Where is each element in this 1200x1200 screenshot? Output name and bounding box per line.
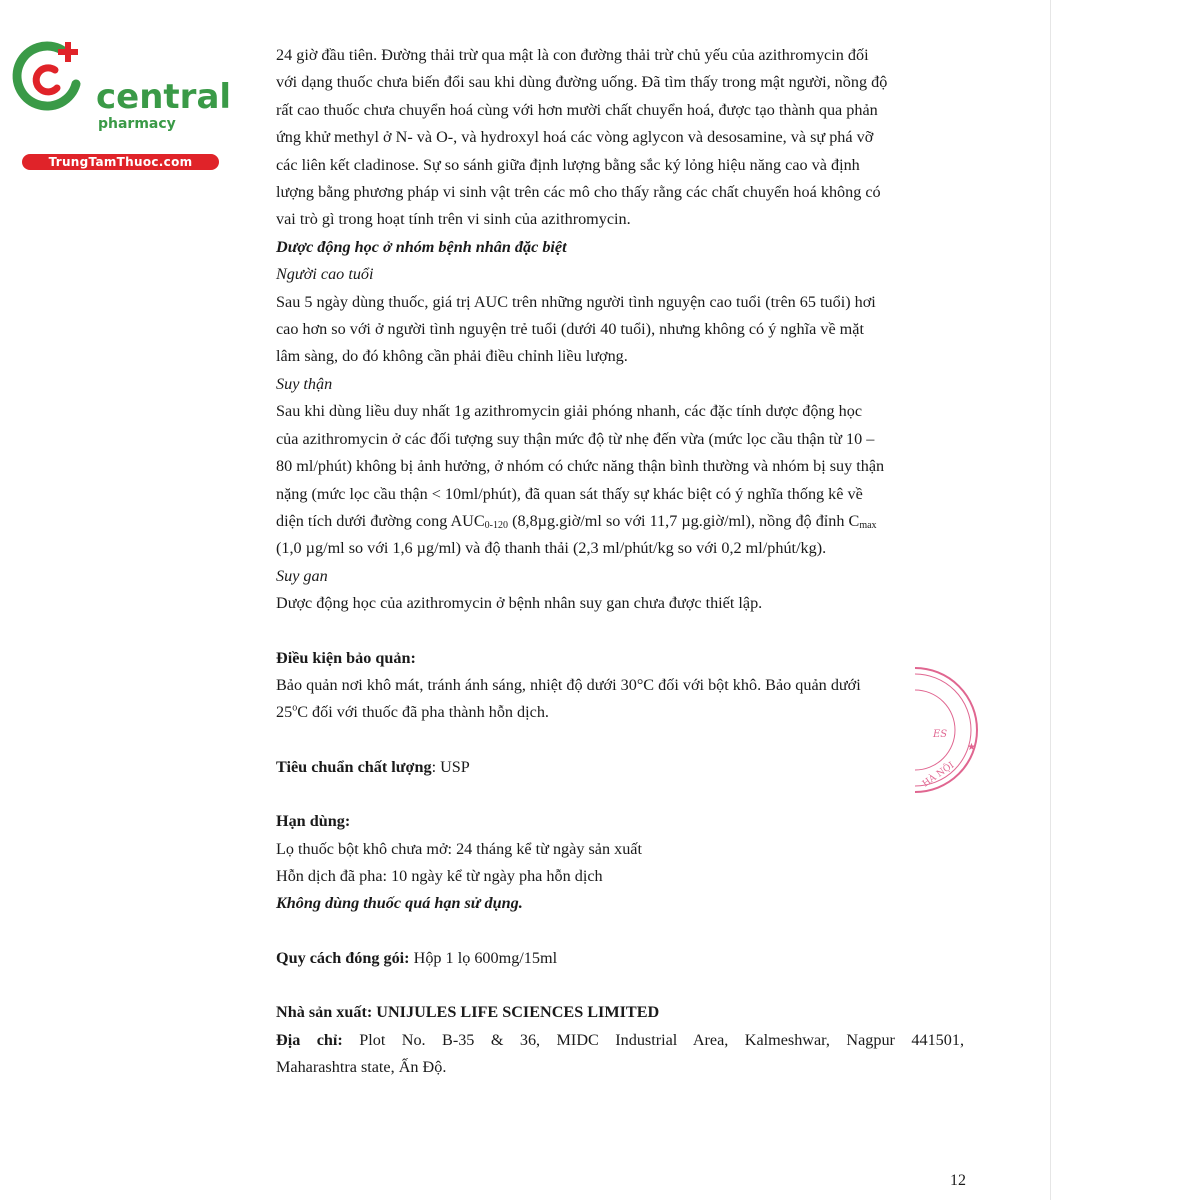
logo-brand-text: central (96, 77, 232, 117)
intro-line: lượng bằng phương pháp vi sinh vật trên các mô cho thấy rằng các chất chuyển hoá không có (276, 183, 881, 202)
manufacturer: Nhà sản xuất: UNIJULES LIFE SCIENCES LIMITED (276, 1003, 660, 1022)
elderly-line: cao hơn so với ở người tình nguyện trẻ tuổi (dưới 40 tuổi), nhưng không có ý nghĩa về mặt (276, 320, 864, 339)
intro-line: 24 giờ đầu tiên. Đường thải trừ qua mật là con đường thải trừ chủ yếu của azithromycin đối (276, 46, 869, 64)
address-line: Địa chỉ: Plot No. B-35 & 36, MIDC Industrial Area, Kalmeshwar, Nagpur 441501, (276, 1030, 964, 1049)
shelf-life-heading: Hạn dùng: (276, 812, 351, 831)
hepatic-text: Dược động học của azithromycin ở bệnh nhân suy gan chưa được thiết lập. (276, 594, 763, 613)
logo-mark-icon (10, 36, 90, 116)
hepatic-subheading: Suy gan (276, 566, 328, 585)
svg-text:ES: ES (933, 729, 948, 740)
storage-line: 25$^o$C đối với thuốc đã pha thành hỗn dịch. (276, 702, 549, 722)
storage-heading: Điều kiện bảo quản: (276, 648, 416, 667)
central-pharmacy-logo[interactable] (10, 36, 232, 169)
elderly-line: lâm sàng, do đó không cần phải điều chỉnh liều lượng. (276, 347, 628, 366)
logo-site-text: TrungTamThuoc.com (48, 155, 193, 169)
address-line: Maharashtra state, Ấn Độ. (276, 1058, 447, 1076)
logo-sub-text: pharmacy (98, 116, 176, 132)
renal-line: (1,0 µg/ml so với 1,6 µg/ml) và độ thanh thải (2,3 ml/phút/kg so với 0,2 ml/phút/kg). (276, 539, 827, 558)
elderly-subheading: Người cao tuổi (276, 265, 374, 284)
page-edge-line (1050, 0, 1051, 1200)
red-seal-stamp (915, 655, 995, 805)
renal-line: 80 ml/phút) không bị ảnh hưởng, ở nhóm có chức năng thận bình thường và nhóm bị suy thận (276, 457, 885, 476)
elderly-line: Sau 5 ngày dùng thuốc, giá trị AUC trên những người tình nguyện cao tuổi (trên 65 tuổi) hơi (276, 292, 876, 311)
intro-line: với dạng thuốc chưa biến đổi sau khi dùng đường uống. Đã tìm thấy trong mật người, nồng độ (276, 73, 888, 92)
quality-standard: Tiêu chuẩn chất lượng: USP (276, 757, 470, 776)
renal-line-auc: diện tích dưới đường cong $AUC_{0-120}$ (8,8µg.giờ/ml so với 11,7 µg.giờ/ml), nồng độ đỉnh $C_{max}$ (276, 511, 877, 531)
special-pk-heading: Dược động học ở nhóm bệnh nhân đặc biệt (276, 237, 567, 256)
shelf-life-line: Lọ thuốc bột khô chưa mở: 24 tháng kể từ ngày sản xuất (276, 839, 642, 858)
logo-site-bar (22, 154, 219, 170)
svg-text:★: ★ (967, 742, 976, 753)
intro-line: rất cao thuốc chưa chuyển hoá cùng với hơn mười chất chuyển hoá, được tạo thành qua phản (276, 100, 878, 119)
shelf-life-line: Hỗn dịch đã pha: 10 ngày kể từ ngày pha hỗn dịch (276, 866, 603, 885)
renal-subheading: Suy thận (276, 374, 333, 393)
intro-line: vai trò gì trong hoạt tính trên vi sinh của azithromycin. (276, 210, 631, 229)
document-body (276, 42, 964, 1081)
intro-line: các liên kết cladinose. Sự so sánh giữa định lượng bằng sắc ký lỏng hiệu năng cao và định (276, 155, 860, 174)
renal-line: Sau khi dùng liều duy nhất 1g azithromycin giải phóng nhanh, các đặc tính dược động học (276, 402, 863, 421)
page-number: 12 (950, 1172, 966, 1189)
intro-line: ứng khử methyl ở N- và O-, và hydroxyl hoá các vòng aglycon và desosamine, và sự phá vỡ (276, 128, 874, 147)
renal-line: của azithromycin ở các đối tượng suy thận mức độ từ nhẹ đến vừa (mức lọc cầu thận từ 10 – (276, 429, 875, 448)
svg-text:HÀ NỘI: HÀ NỘI (920, 760, 957, 790)
renal-line: nặng (mức lọc cầu thận < 10ml/phút), đã quan sát thấy sự khác biệt có ý nghĩa thống kê về (276, 484, 863, 503)
expiry-warning: Không dùng thuốc quá hạn sử dụng. (276, 894, 523, 913)
packaging: Quy cách đóng gói: Hộp 1 lọ 600mg/15ml (276, 948, 558, 967)
intro-paragraph (276, 42, 964, 234)
storage-line: Bảo quản nơi khô mát, tránh ánh sáng, nhiệt độ dưới 30°C đối với bột khô. Bảo quản dưới (276, 675, 861, 694)
